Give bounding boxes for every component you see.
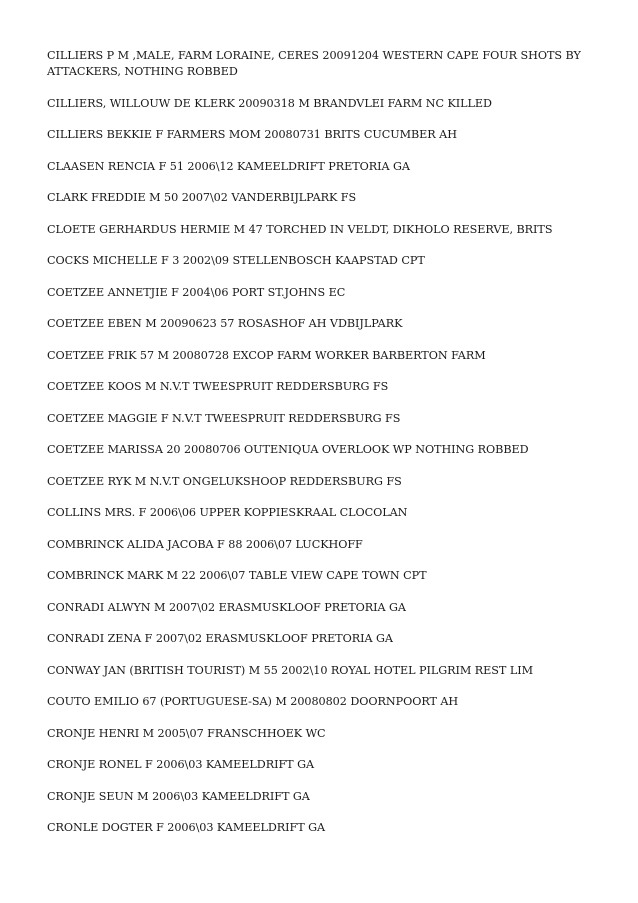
list-item: CONRADI ZENA F 2007\02 ERASMUSKLOOF PRETORIA GA: [47, 632, 393, 645]
list-item: COMBRINCK ALIDA JACOBA F 88 2006\07 LUCKHOFF: [47, 537, 363, 551]
entry-list: [47, 48, 592, 852]
list-item: COLLINS MRS. F 2006\06 UPPER KOPPIESKRAAL CLOCOLAN: [47, 506, 408, 519]
list-item: CILLIERS BEKKIE F FARMERS MOM 20080731 BRITS CUCUMBER AH: [47, 128, 457, 141]
list-item: COMBRINCK MARK M 22 2006\07 TABLE VIEW CAPE TOWN CPT: [47, 569, 427, 582]
list-item: CILLIERS P M ,MALE, FARM LORAINE, CERES 20091204 WESTERN CAPE FOUR SHOTS BY ATTACKERS, NOTHING ROBBED: [47, 49, 581, 78]
list-item: CONWAY JAN (BRITISH TOURIST) M 55 2002\10 ROYAL HOTEL PILGRIM REST LIM: [47, 663, 533, 677]
list-item: COETZEE ANNETJIE F 2004\06 PORT ST.JOHNS EC: [47, 285, 346, 299]
list-item: COETZEE FRIK 57 M 20080728 EXCOP FARM WORKER BARBERTON FARM: [47, 348, 486, 362]
list-item: CLARK FREDDIE M 50 2007\02 VANDERBIJLPARK FS: [47, 191, 357, 204]
list-item: COETZEE MARISSA 20 20080706 OUTENIQUA OVERLOOK WP NOTHING ROBBED: [47, 443, 529, 456]
list-item: COETZEE RYK M N.V.T ONGELUKSHOOP REDDERSBURG FS: [47, 474, 402, 488]
list-item: COETZEE EBEN M 20090623 57 ROSASHOF AH VDBIJLPARK: [47, 317, 403, 330]
list-item: CLAASEN RENCIA F 51 2006\12 KAMEELDRIFT PRETORIA GA: [47, 159, 410, 173]
list-item: CONRADI ALWYN M 2007\02 ERASMUSKLOOF PRETORIA GA: [47, 600, 406, 614]
list-item: CRONJE HENRI M 2005\07 FRANSCHHOEK WC: [47, 726, 326, 740]
list-item: COETZEE MAGGIE F N.V.T TWEESPRUIT REDDERSBURG FS: [47, 411, 401, 425]
list-item: CRONJE SEUN M 2006\03 KAMEELDRIFT GA: [47, 789, 310, 803]
list-item: COCKS MICHELLE F 3 2002\09 STELLENBOSCH KAAPSTAD CPT: [47, 254, 425, 267]
list-item: CLOETE GERHARDUS HERMIE M 47 TORCHED IN VELDT, DIKHOLO RESERVE, BRITS: [47, 222, 553, 236]
list-item: CRONLE DOGTER F 2006\03 KAMEELDRIFT GA: [47, 821, 326, 834]
list-item: COUTO EMILIO 67 (PORTUGUESE-SA) M 20080802 DOORNPOORT AH: [47, 695, 459, 708]
list-item: COETZEE KOOS M N.V.T TWEESPRUIT REDDERSBURG FS: [47, 380, 389, 393]
list-item: CILLIERS, WILLOUW DE KLERK 20090318 M BRANDVLEI FARM NC KILLED: [47, 96, 492, 110]
list-item: CRONJE RONEL F 2006\03 KAMEELDRIFT GA: [47, 758, 314, 771]
